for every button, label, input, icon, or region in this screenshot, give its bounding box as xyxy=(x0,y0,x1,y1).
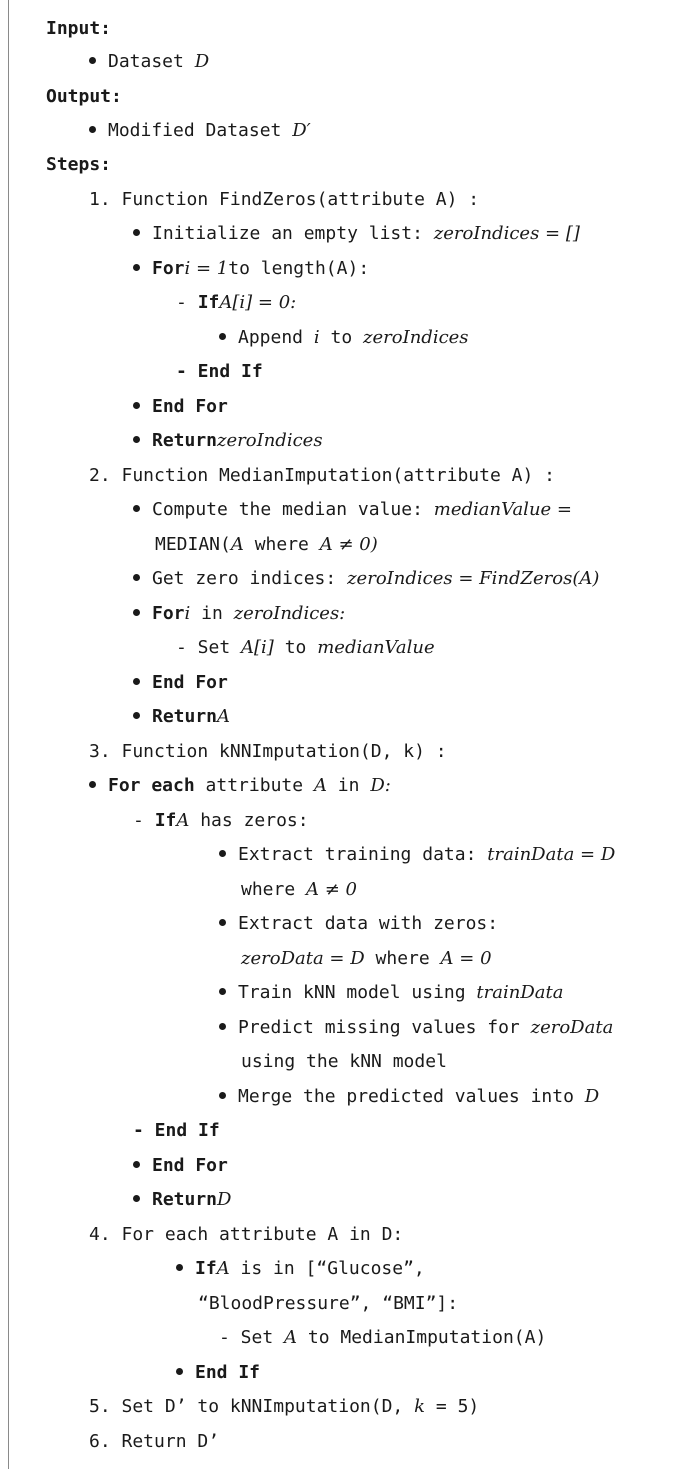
bullet-icon xyxy=(133,678,140,685)
bullet-icon xyxy=(133,229,140,236)
step1-for: Fori = 1to length(A): xyxy=(133,257,369,281)
step4-set: - Set A to MedianImputation(A) xyxy=(219,1327,547,1348)
step3-predict-cont: using the kNN model xyxy=(241,1051,447,1072)
step1-return: ReturnzeroIndices xyxy=(133,429,323,453)
step1-if: - IfA[i] = 0: xyxy=(176,292,297,313)
bullet-icon xyxy=(219,1092,226,1099)
step2-endfor: End For xyxy=(133,671,228,695)
step1-init: Initialize an empty list: zeroIndices = [] xyxy=(133,222,580,246)
step3-extract-train-cont: where A ≠ 0 xyxy=(241,879,358,900)
step3-predict: Predict missing values for zeroData xyxy=(219,1016,613,1040)
bullet-icon xyxy=(133,609,140,616)
step3-extract-zero-cont: zeroData = D where A = 0 xyxy=(241,948,492,969)
step2-compute: Compute the median value: medianValue = xyxy=(133,498,572,522)
bullet-icon xyxy=(219,988,226,995)
bullet-icon xyxy=(219,333,226,340)
step2-for: Fori in zeroIndices: xyxy=(133,602,345,626)
step4-title: 4. For each attribute A in D: xyxy=(89,1224,404,1245)
bullet-icon xyxy=(133,1161,140,1168)
input-heading: Input: xyxy=(46,18,112,39)
bullet-icon xyxy=(133,264,140,271)
step4-if-cont: “BloodPressure”, “BMI”]: xyxy=(198,1293,459,1314)
step5-line: 5. Set D’ to kNNImputation(D, k = 5) xyxy=(89,1396,480,1417)
step1-append: Append i to zeroIndices xyxy=(219,326,469,350)
step3-extract-train: Extract training data: trainData = D xyxy=(219,843,615,867)
bullet-icon xyxy=(133,1195,140,1202)
bullet-icon xyxy=(89,57,96,64)
step2-return: ReturnA xyxy=(133,705,230,729)
bullet-icon xyxy=(89,126,96,133)
step1-endif: - End If xyxy=(176,361,263,382)
step4-endif: End If xyxy=(176,1361,260,1385)
bullet-icon xyxy=(133,505,140,512)
bullet-icon xyxy=(133,436,140,443)
bullet-icon xyxy=(219,919,226,926)
output-heading: Output: xyxy=(46,86,122,107)
step2-title: 2. Function MedianImputation(attribute A) : xyxy=(89,465,555,486)
bullet-icon xyxy=(89,781,96,788)
step1-title: 1. Function FindZeros(attribute A) : xyxy=(89,189,480,210)
step4-if: IfA is in [“Glucose”, xyxy=(176,1257,425,1281)
step3-foreach: For each attribute A in D: xyxy=(89,774,391,798)
step3-return: ReturnD xyxy=(133,1188,231,1212)
bullet-icon xyxy=(133,574,140,581)
step2-get: Get zero indices: zeroIndices = FindZeros(A) xyxy=(133,567,599,591)
step3-extract-zero: Extract data with zeros: xyxy=(219,912,498,936)
input-item: Dataset D xyxy=(89,50,209,74)
step3-if: - IfA has zeros: xyxy=(133,810,309,831)
bullet-icon xyxy=(219,850,226,857)
bullet-icon xyxy=(219,1023,226,1030)
steps-heading: Steps: xyxy=(46,154,112,175)
bullet-icon xyxy=(133,712,140,719)
step2-set: - Set A[i] to medianValue xyxy=(176,637,435,658)
bullet-icon xyxy=(176,1368,183,1375)
left-margin-rule xyxy=(8,0,9,1469)
bullet-icon xyxy=(133,402,140,409)
step2-compute-cont: MEDIAN(A where A ≠ 0) xyxy=(155,534,378,555)
step6-line: 6. Return D’ xyxy=(89,1431,220,1452)
step3-title: 3. Function kNNImputation(D, k) : xyxy=(89,741,447,762)
step1-endfor: End For xyxy=(133,395,228,419)
step3-train: Train kNN model using trainData xyxy=(219,981,563,1005)
bullet-icon xyxy=(176,1264,183,1271)
step3-endif: - End If xyxy=(133,1120,220,1141)
output-item: Modified Dataset D′ xyxy=(89,119,311,143)
step3-merge: Merge the predicted values into D xyxy=(219,1085,599,1109)
step3-endfor: End For xyxy=(133,1154,228,1178)
